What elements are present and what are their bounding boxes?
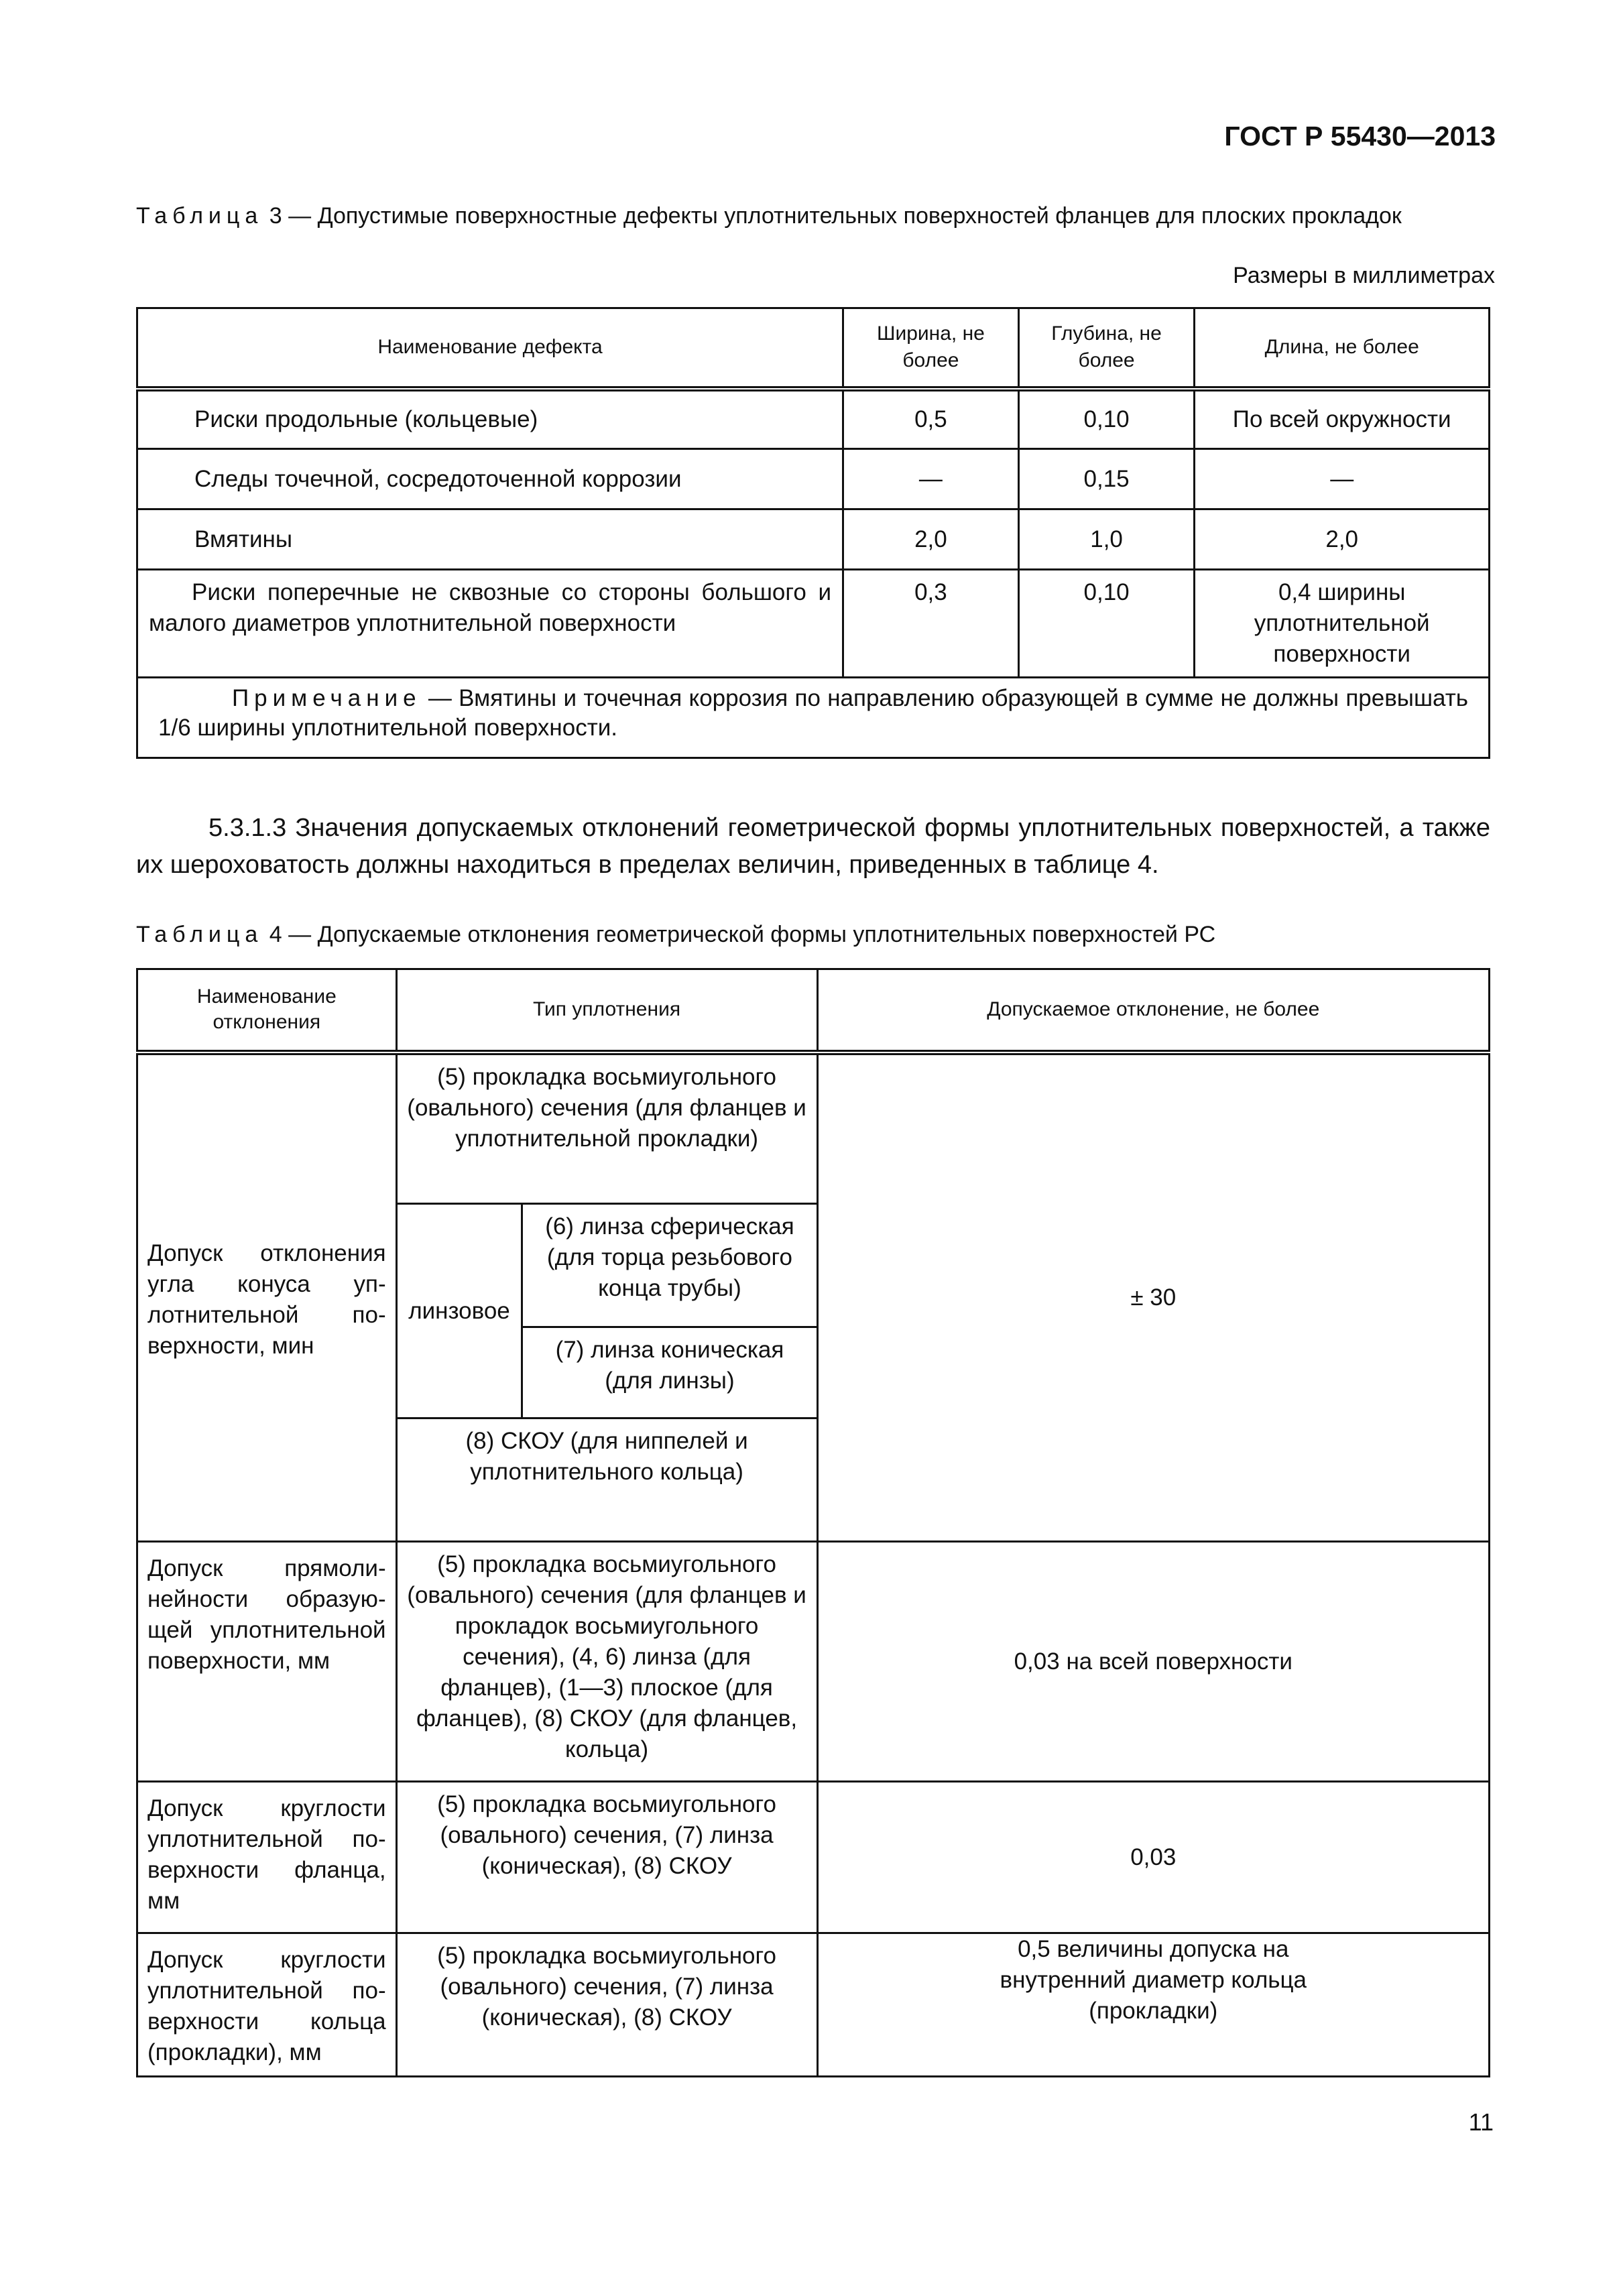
defect-length: 2,0 <box>1195 509 1490 570</box>
table4-header-deviation: Наименование отклонения <box>137 969 397 1052</box>
table3-note-row <box>137 678 1490 758</box>
defect-depth: 1,0 <box>1018 509 1195 570</box>
seal-type-cell: (5) прокладка восьмиугольного (овального) сечения, (7) линза (коническая), (8) СКОУ <box>396 1782 817 1933</box>
tolerance-cell: 0,03 на всей поверхности <box>817 1542 1489 1782</box>
table4-caption-word: Таблица <box>136 922 263 947</box>
table4-header-row <box>137 969 1490 1052</box>
page-number: 11 <box>1468 2108 1494 2136</box>
defect-width: 0,3 <box>843 570 1019 678</box>
tolerance-cell: ± 30 <box>817 1052 1489 1542</box>
deviation-name: Допуск круглости уплотнительной поверхности фланца, мм <box>137 1782 397 1933</box>
defect-width: — <box>843 449 1019 509</box>
defect-length: 0,4 ширины уплотнительной поверхности <box>1195 570 1490 678</box>
table3-header-depth: Глубина, не более <box>1018 308 1195 389</box>
defect-name: Вмятины <box>137 509 843 570</box>
table-row <box>137 1542 1490 1782</box>
deviation-name: Допуск прямолинейности образующей уплотнительной поверхности, мм <box>137 1542 397 1782</box>
table4-header-tolerance: Допускаемое отклонение, не более <box>817 969 1489 1052</box>
table3-caption <box>136 200 1490 232</box>
seal-type-cell: (5) прокладка восьмиугольного (овального) сечения (для фланцев и уплотнительной прокладки) <box>396 1052 817 1204</box>
table4-header-seal-type: Тип уплотнения <box>396 969 817 1052</box>
defect-length: — <box>1195 449 1490 509</box>
deviation-name: Допуск круглости уплотнительной поверхности кольца (прокладки), мм <box>137 1933 397 2077</box>
defect-width: 0,5 <box>843 389 1019 449</box>
table3-units: Размеры в миллиметрах <box>1233 263 1495 288</box>
defect-width: 2,0 <box>843 509 1019 570</box>
table-row <box>137 509 1490 570</box>
defect-length: По всей окружности <box>1195 389 1490 449</box>
seal-type-cell: (5) прокладка восьмиугольного (овального) сечения, (7) линза (коническая), (8) СКОУ <box>396 1933 817 2077</box>
table3-header-row <box>137 308 1490 389</box>
seal-type-cell: (5) прокладка восьмиугольного (овального) сечения (для фланцев и прокладок восьмиугольного сечения), (4, 6) линза (для фланцев), (1—3) плоское (для фланцев), (8) СКОУ (для фланцев, кольца) <box>396 1542 817 1782</box>
table-row <box>137 1052 1490 1204</box>
seal-type-cell: (8) СКОУ (для ниппелей и уплотнительного кольца) <box>396 1418 817 1542</box>
paragraph-5-3-1-3: 5.3.1.3 Значения допускаемых отклонений геометрической формы уплотнительных поверхностей, а также их шероховатость должны находиться в пределах величин, приведенных в таблице 4. <box>136 814 1490 879</box>
table-row <box>137 1933 1490 2077</box>
defect-depth: 0,10 <box>1018 389 1195 449</box>
defect-name: Риски поперечные не сквозные со стороны большого и малого диаметров уплотнительной поверхности <box>137 570 843 678</box>
tolerance-cell: 0,03 <box>817 1782 1489 1933</box>
note-text: — Вмятины и точечная коррозия по направлению образующей в сумме не должны превышать 1/6 ширины уплотнительной поверхности. <box>158 685 1468 741</box>
defect-name: Риски продольные (кольцевые) <box>137 389 843 449</box>
table-row <box>137 389 1490 449</box>
table3-header-name: Наименование дефекта <box>137 308 843 389</box>
table-row <box>137 449 1490 509</box>
tolerance-cell: 0,5 величины допуска на внутренний диаметр кольца (прокладки) <box>817 1933 1489 2077</box>
deviation-name: Допуск отклонения угла конуса уплотнительной поверхности, мин <box>137 1052 397 1542</box>
seal-type-cell: (7) линза коническая (для линзы) <box>522 1327 817 1418</box>
table-row <box>137 570 1490 678</box>
table4-caption-text: 4 — Допускаемые отклонения геометрической формы уплотнительных поверхностей РС <box>269 922 1216 947</box>
table3-caption-word: Таблица <box>136 203 263 229</box>
document-code: ГОСТ Р 55430—2013 <box>1224 121 1496 152</box>
table3-caption-text: 3 — Допустимые поверхностные дефекты уплотнительных поверхностей фланцев для плоских прокладок <box>269 203 1402 229</box>
table3-header-length: Длина, не более <box>1195 308 1490 389</box>
defect-name: Следы точечной, сосредоточенной коррозии <box>137 449 843 509</box>
lens-group-label: линзовое <box>396 1204 522 1418</box>
table-row <box>137 1782 1490 1933</box>
table4-caption <box>136 918 1215 951</box>
table3-note <box>137 678 1490 758</box>
defect-depth: 0,15 <box>1018 449 1195 509</box>
table3 <box>136 307 1490 759</box>
defect-depth: 0,10 <box>1018 570 1195 678</box>
table4 <box>136 968 1490 2077</box>
note-word: Примечание <box>232 685 422 711</box>
table3-header-width: Ширина, не более <box>843 308 1019 389</box>
seal-type-cell: (6) линза сферическая (для торца резьбового конца трубы) <box>522 1204 817 1327</box>
